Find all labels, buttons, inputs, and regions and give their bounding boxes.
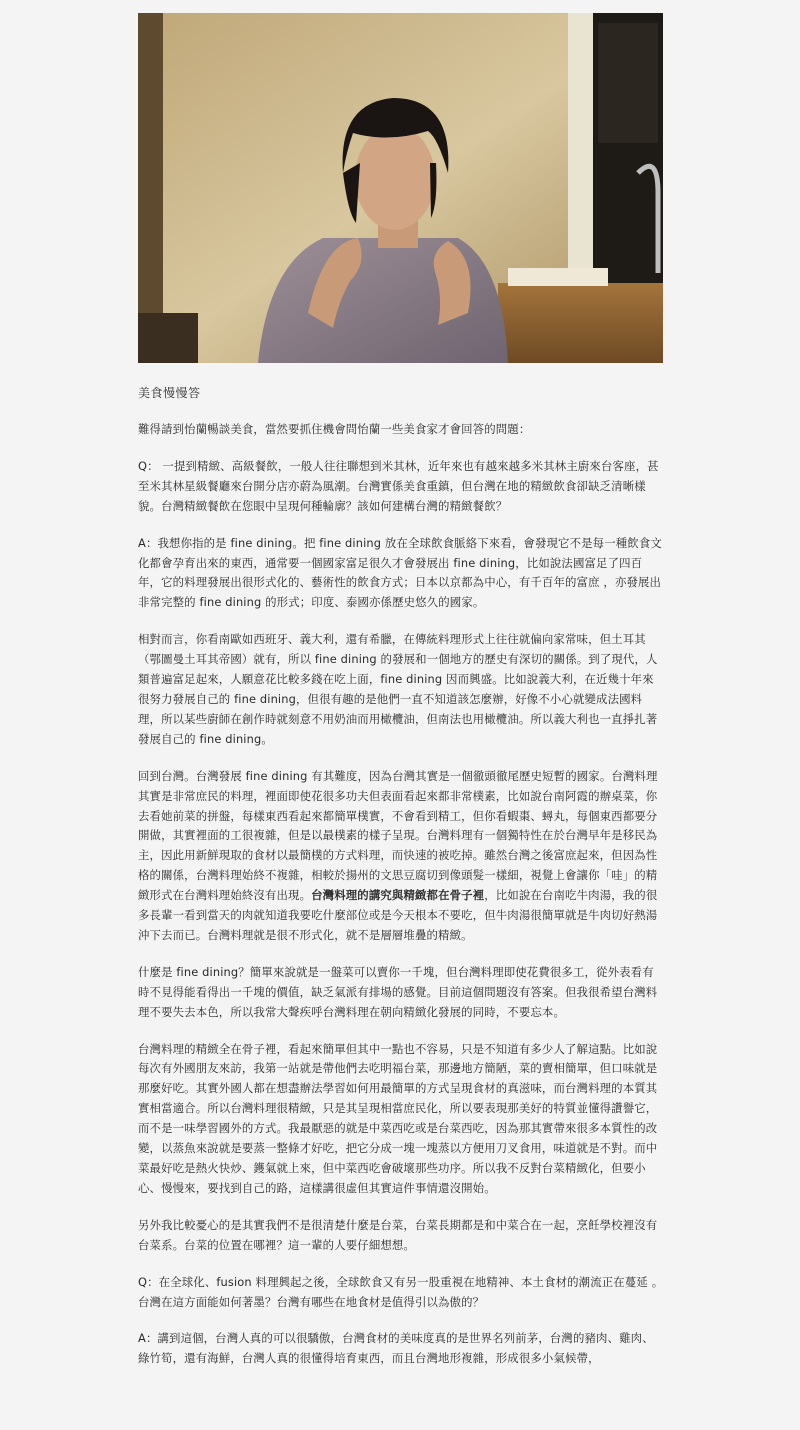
answer-1-paragraph-5: 台灣料理的精緻全在骨子裡，看起來簡單但其中一點也不容易，只是不知道有多少人了解這點。比如說每次有外國朋友來訪，我第一站就是帶他們去吃明福台菜，那邊地方簡陋，菜的賣相簡單，但口味就是那麼好吃。其實外國人都在想盡辦法學習如何用最簡單的方式呈現食材的真滋味，而台灣料理的本質其實相當適合。所以台灣料理很精緻，只是其呈現相當庶民化，所以要表現那美好的特質並懂得讚譽它，而不是一味學習國外的方式。我最厭惡的就是中菜西吃或是台菜西吃，因為那其實帶來很多本質性的改變，以蒸魚來說就是要蒸一整條才好吃，把它分成一塊一塊蒸以方便用刀叉食用，味道就是不對。而中菜最好吃是熱火快炒、鑊氣就上來，但中菜西吃會破壞那些功序。所以我不反對台菜精緻化，但要小心、慢慢來，要找到自己的路，這樣講很虛但其實這件事情還沒開始。	[138, 1041, 658, 1195]
answer-1-paragraph-3-text-cont: ，比如說在台南吃牛肉湯，我的很多長輩一看到當天的肉就知道我要吃什麼部位或是今天根本不要吃，但牛肉湯很簡單就是牛肉切好熱湯沖下去而已。台灣料理就是很不形式化，就不是層層堆疊的精緻。	[138, 888, 658, 942]
article	[138, 13, 664, 1369]
answer-1-paragraph-3-text: 回到台灣。台灣發展 fine dining 有其難度，因為台灣其實是一個徹頭徹尾歷史短暫的國家。台灣料理其實是非常庶民的料理，裡面即使花很多功夫但表面看起來都非常樸素，比如說台南阿霞的辦桌菜，你去看她前菜的拼盤，每樣東西看起來都簡單樸實，不會看到精工，但你看蝦棗、蟳丸，每個東西都要分開做，其實裡面的工很複雜，但是以最樸素的樣子呈現。台灣料理有一個獨特性在於台灣早年是移民為主，因此用新鮮現取的食材以最簡樸的方式料理，而快速的被吃掉。雖然台灣之後富庶起來，但因為性格的關係，台灣料理始終不複雜，相較於揚州的文思豆腐切到像頭髮一樣細，視覺上會讓你「哇」的精緻形式在台灣料理始終沒有出現。	[138, 768, 658, 903]
interview-photo	[138, 13, 663, 363]
answer-1-paragraph-4: 什麼是 fine dining？簡單來說就是一盤菜可以賣你一千塊，但台灣料理即使花費很多工，從外表看有時不見得能看得出一千塊的價值，缺乏氣派有排場的感覺。目前這個問題沒有答案。但我很希望台灣料理不要失去本色，所以我常大聲疾呼台灣料理在朝向精緻化發展的同時，不要忘本。	[138, 964, 658, 1019]
answer-1-paragraph-3-emphasis: 台灣料理的講究與精緻都在骨子裡	[311, 888, 485, 903]
question-1: Q： 一提到精緻、高級餐飲，一般人往往聯想到米其林，近年來也有越來越多米其林主廚來台客座，甚至米其林星級餐廳來台開分店亦蔚為風潮。台灣實係美食重鎮，但台灣在地的精緻飲食卻缺乏清晰樣貌。台灣精緻餐飲在您眼中呈現何種輪廓？該如何建構台灣的精緻餐飲？	[138, 458, 659, 513]
article-heading: 美食慢慢答	[138, 386, 201, 400]
answer-1-paragraph-3	[138, 767, 664, 946]
question-2: Q：在全球化、fusion 料理興起之後，全球飲食又有另一股重視在地精神、本土食材的潮流正在蔓延 。台灣在這方面能如何著墨？台灣有哪些在地食材是值得引以為傲的？	[138, 1274, 664, 1309]
answer-1-paragraph-2: 相對而言，你看南歐如西班牙、義大利，還有希臘，在傳統料理形式上往往就偏向家常味，但土耳其（鄂圖曼土耳其帝國）就有，所以 fine dining 的發展和一個地方的歷史有深切的關係。到了現代，人類普遍富足起來，人願意花比較多錢在吃上面，fine dining 因而興盛。比如說義大利，在近幾十年來很努力發展自己的 fine dining，但很有趣的是他們一直不知道該怎麼辦，好像不小心就變成法國料理，所以某些廚師在創作時就刻意不用奶油而用橄欖油，但南法也用橄欖油。所以義大利也一直掙扎著發展自己的 fine dining。	[138, 632, 658, 746]
answer-2-paragraph-1: A：講到這個，台灣人真的可以很驕傲，台灣食材的美味度真的是世界名列前茅，台灣的豬肉、雞肉、綠竹筍，還有海鮮，台灣人真的很懂得培育東西，而且台灣地形複雜，形成很多小氣候帶，	[138, 1331, 654, 1366]
answer-1-paragraph-6: 另外我比較憂心的是其實我們不是很清楚什麼是台菜，台菜長期都是和中菜合在一起，烹飪學校裡沒有台菜系。台菜的位置在哪裡？這一輩的人要仔細想想。	[138, 1217, 658, 1252]
intro-paragraph: 難得請到怡蘭暢談美食，當然要抓住機會問怡蘭一些美食家才會回答的問題：	[138, 422, 531, 436]
answer-1-paragraph-1: A：我想你指的是 fine dining。把 fine dining 放在全球飲食脈絡下來看，會發現它不是每一種飲食文化都會孕育出來的東西，通常要一個國家富足很久才會發展出 fine dining，比如說法國富足了四百年，它的料理發展出很形式化的、藝術性的飲食方式；日本以京都為中心，有千百年的富庶 ，亦發展出非常完整的 fine dining 的形式；印度、泰國亦係歷史悠久的國家。	[138, 535, 662, 610]
